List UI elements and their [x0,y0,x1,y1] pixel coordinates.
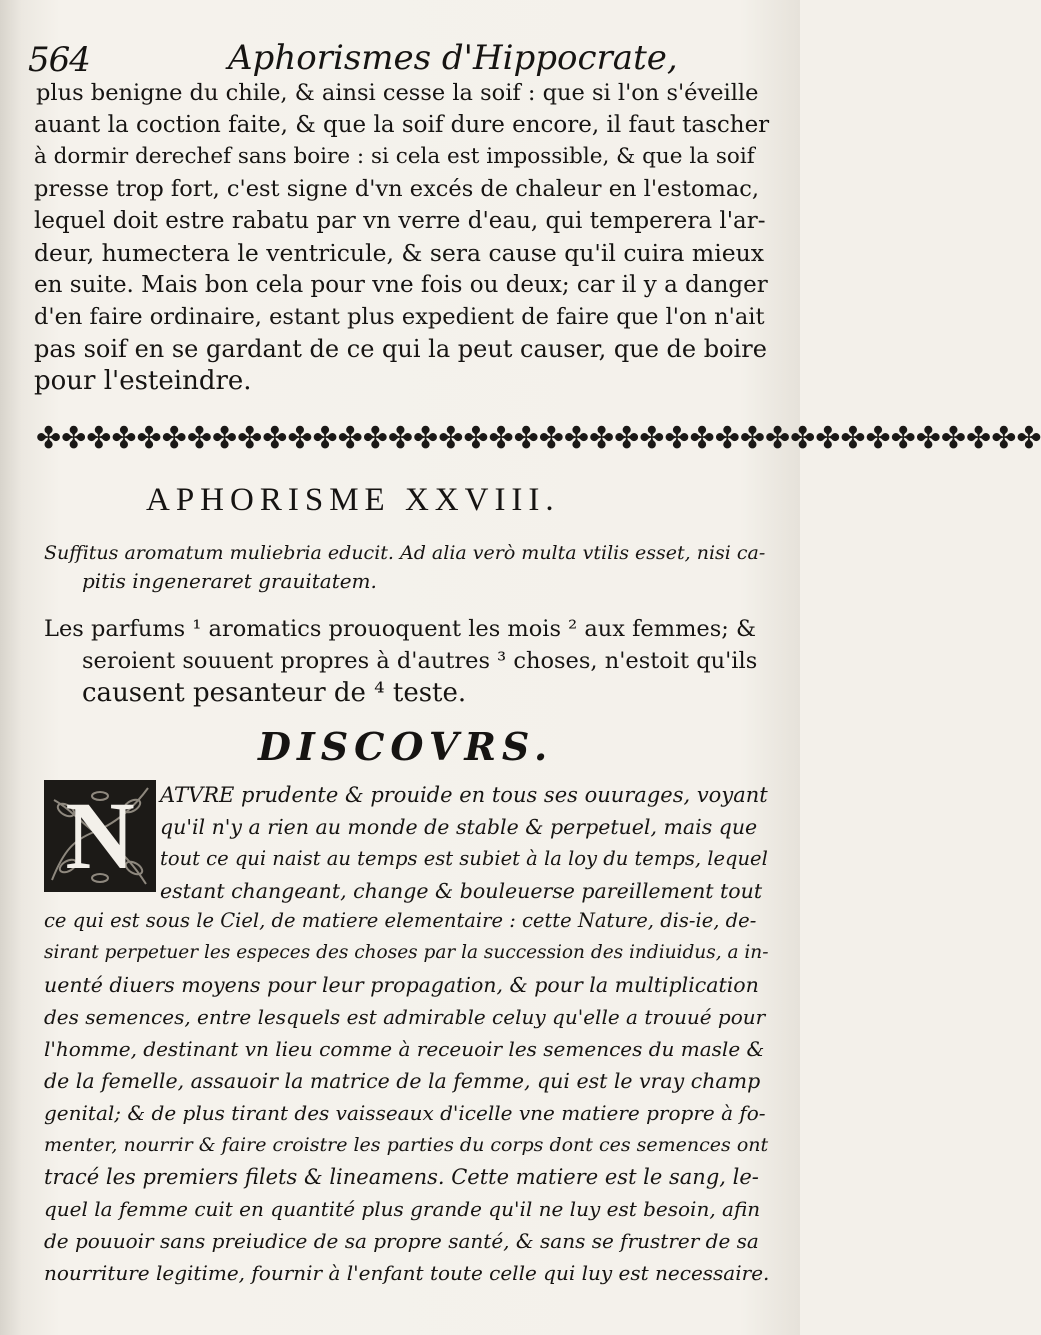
drop-cap [44,780,156,892]
discours-line: estant changeant, change & bouleuerse pareillement tout [160,879,763,903]
discours-line: ce qui est sous le Ciel, de matiere elementaire : cette Nature, dis-ie, de- [44,909,757,932]
page-number: 564 [28,40,90,80]
text-line: pas soif en se gardant de ce qui la peut causer, que de boire [34,335,767,363]
discours-line: tracé les premiers filets & lineamens. Cette matiere est le sang, le- [44,1165,759,1189]
discours-line: qu'il n'y a rien au monde de stable & perpetuel, mais que [160,815,758,839]
discours-line: uenté diuers moyens pour leur propagation, & pour la multiplication [44,973,759,997]
text-line: pour l'esteindre. [34,366,252,396]
discours-line: tout ce qui naist au temps est subiet à la loy du temps, lequel [160,847,768,870]
text-line: lequel doit estre rabatu par vn verre d'eau, qui temperera l'ar- [34,208,766,234]
ornamental-border: ✤✤✤✤✤✤✤✤✤✤✤✤✤✤✤✤✤✤✤✤✤✤✤✤✤✤✤✤✤✤✤✤✤✤✤✤✤✤✤✤ [36,421,1041,456]
discours-line: sirant perpetuer les especes des choses par la succession des indiuidus, a in- [44,942,769,963]
text-line: d'en faire ordinaire, estant plus expedient de faire que l'on n'ait [34,304,765,330]
discours-line: genital; & de plus tirant des vaisseaux d'icelle vne matiere propre à fo- [44,1101,766,1125]
discours-line: nourriture legitime, fournir à l'enfant toute celle qui luy est necessaire. [44,1261,770,1285]
discours-title: DISCOVRS. [258,724,554,769]
discours-line: de la femelle, assauoir la matrice de la femme, qui est le vray champ [44,1069,761,1093]
page-header [28,38,768,82]
aphorism-title: APHORISME XXVIII. [146,482,560,518]
text-line: presse trop fort, c'est signe d'vn excés de chaleur en l'estomac, [34,176,759,202]
running-title: Aphorismes d'Hippocrate, [228,38,678,78]
drop-cap-letter: N [65,782,135,889]
translation-line: Les parfums ¹ aromatics prouoquent les mois ² aux femmes; & [44,616,757,642]
latin-line: pitis ingeneraret grauitatem. [82,569,377,593]
discours-line: des semences, entre lesquels est admirable celuy qu'elle a trouué pour [44,1005,766,1029]
text-line: plus benigne du chile, & ainsi cesse la soif : que si l'on s'éveille [36,80,759,106]
latin-line: Suffitus aromatum muliebria educit. Ad alia verò multa vtilis esset, nisi ca- [44,542,766,564]
translation-line: causent pesanteur de ⁴ teste. [82,678,467,708]
text-line: deur, humectera le ventricule, & sera cause qu'il cuira mieux [34,239,765,267]
discours-line: menter, nourrir & faire croistre les parties du corps dont ces semences ont [44,1134,769,1156]
discours-line: de pouuoir sans preiudice de sa propre santé, & sans se frustrer de sa [44,1229,759,1253]
discours-line: l'homme, destinant vn lieu comme à receuoir les semences du masle & [44,1037,765,1061]
text-line: en suite. Mais bon cela pour vne fois ou deux; car il y a danger [34,272,768,298]
text-line: auant la coction faite, & que la soif dure encore, il faut tascher [34,112,770,138]
discours-line: quel la femme cuit en quantité plus grande qu'il ne luy est besoin, afin [44,1197,761,1221]
text-line: à dormir derechef sans boire : si cela est impossible, & que la soif [34,144,755,169]
discours-line: ATVRE prudente & prouide en tous ses ouurages, voyant [160,783,768,807]
translation-line: seroient souuent propres à d'autres ³ choses, n'estoit qu'ils [82,648,758,674]
